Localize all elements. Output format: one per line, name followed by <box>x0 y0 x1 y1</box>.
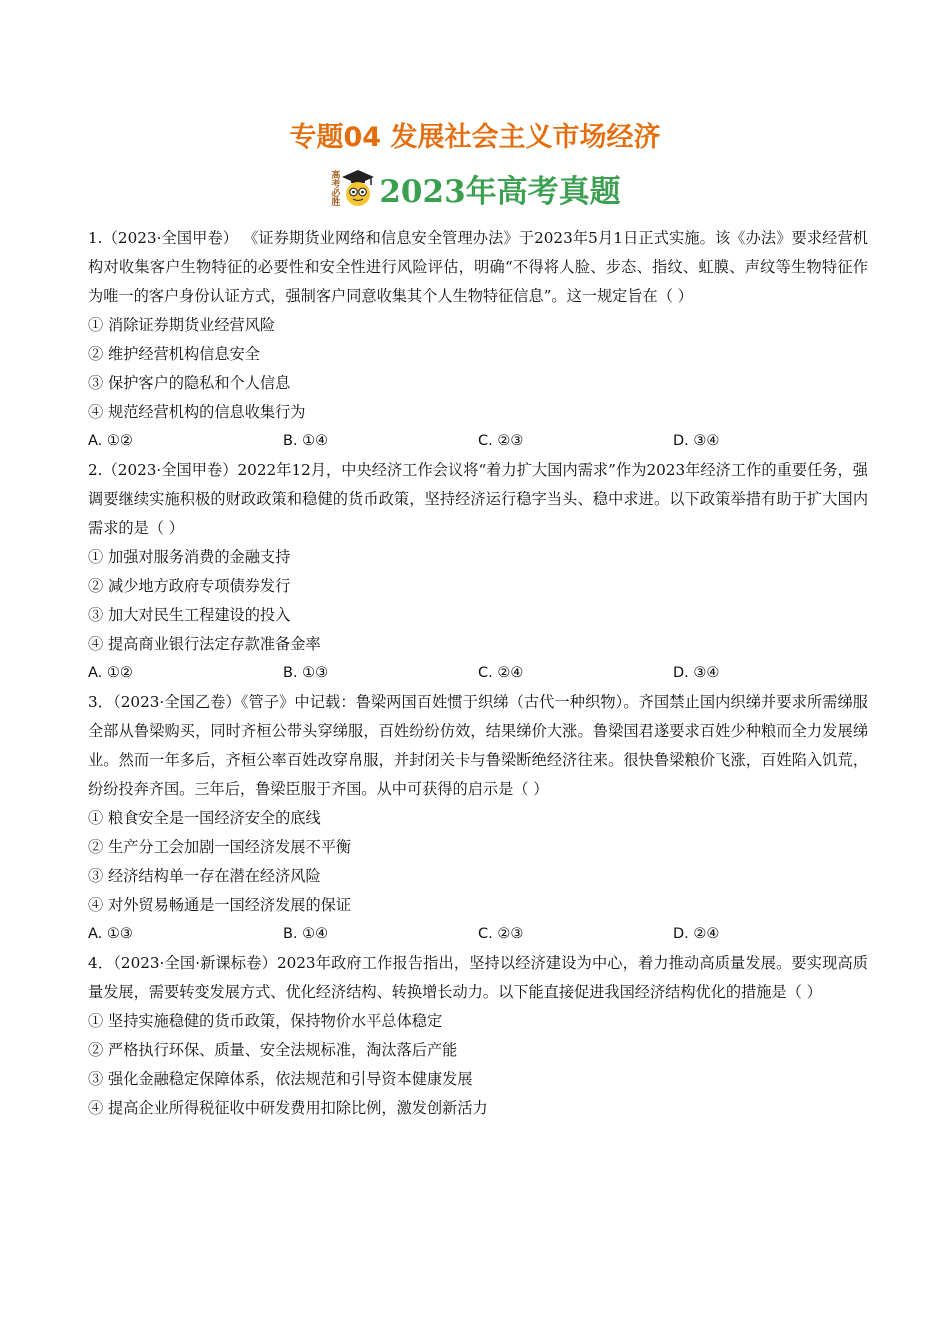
option-item: ③ 强化金融稳定保障体系，依法规范和引导资本健康发展 <box>88 1070 473 1088</box>
option-item: ③ 加大对民生工程建设的投入 <box>88 606 291 624</box>
option-item: ① 加强对服务消费的金融支持 <box>88 548 291 566</box>
answer-d: D. ②④ <box>673 926 720 942</box>
question-3 <box>88 688 868 949</box>
answer-choices <box>88 427 868 456</box>
option-item: ③ 经济结构单一存在潜在经济风险 <box>88 867 321 885</box>
option-item: ④ 对外贸易畅通是一国经济发展的保证 <box>88 896 352 914</box>
option-item: ④ 规范经营机构的信息收集行为 <box>88 403 306 421</box>
question-stem: 1.（2023·全国甲卷） 《证券期货业网络和信息安全管理办法》于2023年5月1日正式实施。该《办法》要求经营机构对收集客户生物特征的必要性和安全性进行风险评估，明确“不得将人脸、步态、指纹、虹膜、声纹等生物特征作为唯一的客户身份认证方式，强制客户同意收集其个人生物特征信息”。这一规定旨在（ ） <box>88 229 868 305</box>
badge-text: 高考必胜 <box>329 170 340 206</box>
option-item: ③ 保护客户的隐私和个人信息 <box>88 374 291 392</box>
graduate-mascot-icon <box>341 168 375 208</box>
answer-b: B. ①④ <box>283 433 329 449</box>
question-stem: 3．（2023·全国乙卷）《管子》中记载：鲁梁两国百姓惯于织绨（古代一种织物）。齐国禁止国内织绨并要求所需绨服全部从鲁梁购买，同时齐桓公带头穿绨服，百姓纷纷仿效，结果绨价大涨。鲁梁国君遂要求百姓少种粮而全力发展绨业。然而一年多后，齐桓公率百姓改穿帛服，并封闭关卡与鲁梁断绝经济往来。很快鲁梁粮价飞涨，百姓陷入饥荒，纷纷投奔齐国。三年后，鲁梁臣服于齐国。从中可获得的启示是（ ） <box>88 693 868 798</box>
question-2 <box>88 456 868 688</box>
option-item: ② 严格执行环保、质量、安全法规标准，淘汰落后产能 <box>88 1041 458 1059</box>
question-1 <box>88 224 868 456</box>
answer-a: A. ①② <box>88 665 133 681</box>
question-4 <box>88 949 868 1123</box>
banner-text: 2023年高考真题 <box>379 173 621 210</box>
answer-b: B. ①④ <box>283 926 329 942</box>
answer-choices <box>88 920 868 949</box>
page-title: 专题04 发展社会主义市场经济 <box>289 122 661 153</box>
answer-d: D. ③④ <box>673 433 720 449</box>
question-stem: 2.（2023·全国甲卷）2022年12月，中央经济工作会议将“着力扩大国内需求”作为2023年经济工作的重要任务，强调要继续实施积极的财政政策和稳健的货币政策，坚持经济运行稳字当头、稳中求进。以下政策举措有助于扩大国内需求的是（ ） <box>88 461 868 537</box>
answer-c: C. ②③ <box>478 433 524 449</box>
answer-a: A. ①② <box>88 433 133 449</box>
question-stem: 4．（2023·全国·新课标卷）2023年政府工作报告指出，坚持以经济建设为中心，着力推动高质量发展。要实现高质量发展，需要转变发展方式、优化经济结构、转换增长动力。以下能直接促进我国经济结构优化的措施是（ ） <box>88 954 868 1001</box>
option-item: ① 粮食安全是一国经济安全的底线 <box>88 809 321 827</box>
answer-c: C. ②④ <box>478 665 524 681</box>
option-item: ① 坚持实施稳健的货币政策，保持物价水平总体稳定 <box>88 1012 443 1030</box>
exam-banner <box>0 163 950 213</box>
option-item: ② 生产分工会加剧一国经济发展不平衡 <box>88 838 352 856</box>
answer-b: B. ①③ <box>283 665 329 681</box>
option-item: ④ 提高企业所得税征收中研发费用扣除比例，激发创新活力 <box>88 1099 488 1117</box>
answer-a: A. ①③ <box>88 926 133 942</box>
question-list <box>88 224 868 1123</box>
answer-c: C. ②③ <box>478 926 524 942</box>
option-item: ② 减少地方政府专项债券发行 <box>88 577 291 595</box>
answer-choices <box>88 659 868 688</box>
option-item: ② 维护经营机构信息安全 <box>88 345 260 363</box>
answer-d: D. ③④ <box>673 665 720 681</box>
option-item: ① 消除证券期货业经营风险 <box>88 316 276 334</box>
option-item: ④ 提高商业银行法定存款准备金率 <box>88 635 321 653</box>
